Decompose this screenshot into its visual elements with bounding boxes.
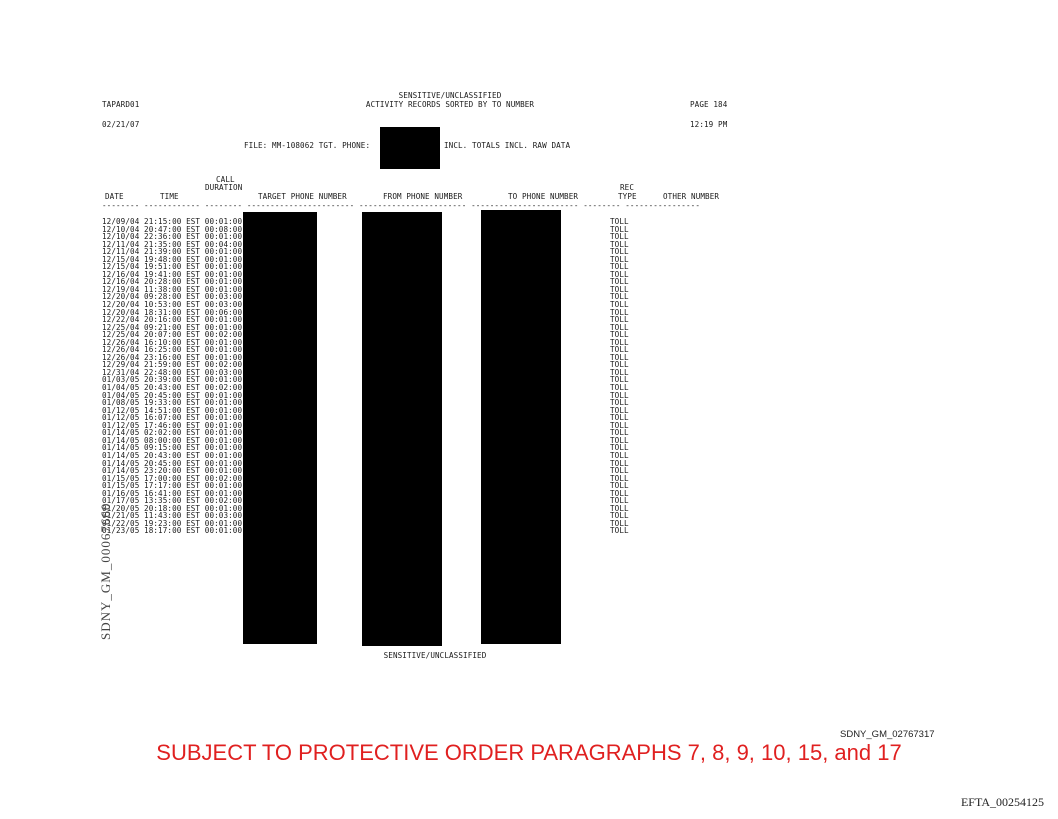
rec-type: TOLL <box>610 232 629 242</box>
col-duration-label: DURATION <box>205 183 243 192</box>
call-date: 12/09/04 <box>102 217 140 226</box>
redaction-target-phone <box>380 127 440 169</box>
call-time: 08:00:00 EST <box>144 435 201 445</box>
call-duration: 00:03:00 <box>204 367 243 377</box>
call-duration: 00:01:00 <box>204 375 243 385</box>
col-type-header: TYPE <box>618 192 637 201</box>
efta-number: EFTA_00254125 <box>960 795 1044 809</box>
call-date: 12/19/04 <box>102 284 140 294</box>
call-time: 13:35:00 EST <box>144 496 201 506</box>
rec-type: TOLL <box>610 254 629 264</box>
call-date: 01/04/05 <box>102 383 140 393</box>
call-duration: 00:01:00 <box>204 526 243 536</box>
call-time: 20:39:00 EST <box>144 375 201 385</box>
call-date: 12/31/04 <box>102 367 140 377</box>
call-date: 12/10/04 <box>102 232 140 242</box>
rec-type: TOLL <box>610 518 629 528</box>
call-date: 01/17/05 <box>102 496 140 506</box>
call-time: 19:33:00 EST <box>144 398 201 408</box>
call-time: 18:31:00 EST <box>144 307 201 317</box>
rec-type: TOLL <box>610 322 629 332</box>
col-from-header: FROM PHONE NUMBER <box>383 192 463 201</box>
call-date: 12/16/04 <box>102 269 140 279</box>
col-date-header: DATE <box>105 192 124 201</box>
call-date: 12/26/04 <box>102 337 140 347</box>
call-time: 21:39:00 EST <box>144 247 201 257</box>
call-date: 01/14/05 <box>102 428 140 438</box>
call-time: 14:51:00 EST <box>144 405 201 415</box>
call-duration: 00:01:00 <box>204 518 243 528</box>
call-duration: 00:02:00 <box>204 360 243 370</box>
call-date: 01/14/05 <box>102 435 140 445</box>
call-date: 12/25/04 <box>102 322 140 332</box>
rec-type: TOLL <box>610 315 629 325</box>
call-date: 01/14/05 <box>102 458 140 468</box>
call-duration: 00:01:00 <box>204 503 243 513</box>
report-title: ACTIVITY RECORDS SORTED BY TO NUMBER <box>365 100 535 109</box>
col-to-header: TO PHONE NUMBER <box>508 192 579 201</box>
call-date: 01/12/05 <box>102 420 140 430</box>
rec-type: TOLL <box>610 466 629 476</box>
call-time: 09:28:00 EST <box>144 292 201 302</box>
call-time: 09:15:00 EST <box>144 443 201 453</box>
call-time: 20:45:00 EST <box>144 458 201 468</box>
call-time: 20:43:00 EST <box>144 450 201 460</box>
call-time: 09:21:00 EST <box>144 322 201 332</box>
rec-type: TOLL <box>610 239 629 249</box>
call-time: 17:00:00 EST <box>144 473 201 483</box>
rec-type: TOLL <box>610 300 629 310</box>
call-time: 20:16:00 EST <box>144 315 201 325</box>
call-duration: 00:01:00 <box>204 420 243 430</box>
rec-type: TOLL <box>610 217 629 226</box>
rec-type: TOLL <box>610 367 629 377</box>
call-duration: 00:01:00 <box>204 277 243 287</box>
call-date: 01/20/05 <box>102 503 140 513</box>
rec-type: TOLL <box>610 488 629 498</box>
rec-type: TOLL <box>610 383 629 393</box>
call-date: 01/22/05 <box>102 518 140 528</box>
call-duration: 00:01:00 <box>204 352 243 362</box>
call-date: 01/03/05 <box>102 375 140 385</box>
rec-type: TOLL <box>610 375 629 385</box>
call-time: 21:15:00 EST <box>144 217 201 226</box>
rec-type: TOLL <box>610 307 629 317</box>
call-duration: 00:01:00 <box>204 458 243 468</box>
call-date: 01/15/05 <box>102 473 140 483</box>
rec-type: TOLL <box>610 352 629 362</box>
table-row <box>102 527 242 535</box>
call-date: 01/21/05 <box>102 511 140 521</box>
rec-type: TOLL <box>610 503 629 513</box>
call-record-rows <box>102 218 242 535</box>
rec-type: TOLL <box>610 337 629 347</box>
call-duration: 00:01:00 <box>204 428 243 438</box>
call-time: 20:43:00 EST <box>144 383 201 393</box>
rec-type: TOLL <box>610 398 629 408</box>
call-date: 12/15/04 <box>102 262 140 272</box>
rec-type: TOLL <box>610 428 629 438</box>
call-time: 18:17:00 EST <box>144 526 201 536</box>
call-duration: 00:01:00 <box>204 443 243 453</box>
redaction-to-column <box>481 210 561 644</box>
call-duration: 00:01:00 <box>204 322 243 332</box>
call-duration: 00:01:00 <box>204 466 243 476</box>
call-duration: 00:08:00 <box>204 224 243 234</box>
call-time: 20:28:00 EST <box>144 277 201 287</box>
col-time-header: TIME <box>160 192 179 201</box>
call-date: 01/14/05 <box>102 450 140 460</box>
rec-type: TOLL <box>610 481 629 491</box>
rec-type: TOLL <box>610 345 629 355</box>
call-duration: 00:01:00 <box>204 450 243 460</box>
call-date: 12/26/04 <box>102 345 140 355</box>
redaction-from-column <box>362 212 442 646</box>
classification-bottom: SENSITIVE/UNCLASSIFIED <box>383 651 487 660</box>
call-time: 10:53:00 EST <box>144 300 201 310</box>
call-duration: 00:03:00 <box>204 300 243 310</box>
call-duration: 00:01:00 <box>204 390 243 400</box>
rec-type: TOLL <box>610 262 629 272</box>
call-date: 01/16/05 <box>102 488 140 498</box>
rec-type: TOLL <box>610 473 629 483</box>
call-date: 12/22/04 <box>102 315 140 325</box>
rec-type: TOLL <box>610 435 629 445</box>
call-duration: 00:02:00 <box>204 383 243 393</box>
call-time: 11:38:00 EST <box>144 284 201 294</box>
call-time: 16:41:00 EST <box>144 488 201 498</box>
call-time: 19:23:00 EST <box>144 518 201 528</box>
call-time: 11:43:00 EST <box>144 511 201 521</box>
call-date: 01/04/05 <box>102 390 140 400</box>
call-duration: 00:02:00 <box>204 330 243 340</box>
call-time: 21:59:00 EST <box>144 360 201 370</box>
rec-type: TOLL <box>610 450 629 460</box>
call-time: 17:17:00 EST <box>144 481 201 491</box>
protective-order-notice: SUBJECT TO PROTECTIVE ORDER PARAGRAPHS 7, 8, 9, 10, 15, and 17 <box>156 740 902 765</box>
call-duration: 00:01:00 <box>204 488 243 498</box>
call-time: 22:36:00 EST <box>144 232 201 242</box>
header-underline: -------- ------------ -------- ----------------------- ----------------------- ----------------------- -------- ---------------- <box>102 201 700 210</box>
rec-type: TOLL <box>610 247 629 257</box>
call-duration: 00:02:00 <box>204 496 243 506</box>
rec-type: TOLL <box>610 420 629 430</box>
col-target-header: TARGET PHONE NUMBER <box>258 192 347 201</box>
call-date: 12/11/04 <box>102 247 140 257</box>
call-duration: 00:06:00 <box>204 307 243 317</box>
rec-type: TOLL <box>610 443 629 453</box>
call-time: 16:10:00 EST <box>144 337 201 347</box>
rec-type: TOLL <box>610 292 629 302</box>
call-time: 20:18:00 EST <box>144 503 201 513</box>
call-duration: 00:01:00 <box>204 345 243 355</box>
call-duration: 00:01:00 <box>204 405 243 415</box>
call-duration: 00:01:00 <box>204 232 243 242</box>
call-duration: 00:01:00 <box>204 247 243 257</box>
call-time: 19:51:00 EST <box>144 262 201 272</box>
redaction-target-column <box>243 212 317 644</box>
call-time: 20:45:00 EST <box>144 390 201 400</box>
call-date: 12/20/04 <box>102 292 140 302</box>
call-duration: 00:01:00 <box>204 481 243 491</box>
call-date: 12/25/04 <box>102 330 140 340</box>
call-time: 20:47:00 EST <box>144 224 201 234</box>
call-date: 12/20/04 <box>102 300 140 310</box>
rec-type: TOLL <box>610 277 629 287</box>
side-bates-stamp: SDNY_GM_00067660 <box>98 502 113 640</box>
rec-type: TOLL <box>610 224 629 234</box>
rec-type-column <box>610 218 629 535</box>
rec-type: TOLL <box>610 269 629 279</box>
call-time: 19:48:00 EST <box>144 254 201 264</box>
report-time: 12:19 PM <box>690 120 728 129</box>
call-duration: 00:03:00 <box>204 511 243 521</box>
call-duration: 00:01:00 <box>204 413 243 423</box>
call-duration: 00:01:00 <box>204 337 243 347</box>
call-date: 12/10/04 <box>102 224 140 234</box>
rec-type: TOLL <box>610 458 629 468</box>
rec-type: TOLL <box>610 496 629 506</box>
call-duration: 00:02:00 <box>204 473 243 483</box>
call-time: 23:16:00 EST <box>144 352 201 362</box>
call-duration: 00:01:00 <box>204 315 243 325</box>
call-date: 01/23/05 <box>102 526 140 536</box>
rec-type: TOLL <box>610 405 629 415</box>
call-time: 16:25:00 EST <box>144 345 201 355</box>
call-date: 12/26/04 <box>102 352 140 362</box>
call-time: 23:20:00 EST <box>144 466 201 476</box>
page-number: PAGE 184 <box>690 100 728 109</box>
call-duration: 00:03:00 <box>204 292 243 302</box>
rec-type: TOLL <box>610 511 629 521</box>
file-line-left: FILE: MM-108062 TGT. PHONE: <box>244 141 371 150</box>
call-date: 01/14/05 <box>102 466 140 476</box>
call-duration: 00:01:00 <box>204 435 243 445</box>
report-date: 02/21/07 <box>102 120 140 129</box>
call-time: 20:07:00 EST <box>144 330 201 340</box>
classification-top: SENSITIVE/UNCLASSIFIED <box>398 91 502 100</box>
call-date: 01/14/05 <box>102 443 140 453</box>
report-id: TAPARD01 <box>102 100 140 109</box>
call-time: 22:48:00 EST <box>144 367 201 377</box>
call-date: 01/08/05 <box>102 398 140 408</box>
call-date: 01/12/05 <box>102 405 140 415</box>
col-call-label: CALL <box>216 175 235 184</box>
call-date: 12/15/04 <box>102 254 140 264</box>
call-date: 01/15/05 <box>102 481 140 491</box>
call-duration: 00:01:00 <box>204 284 243 294</box>
call-time: 17:46:00 EST <box>144 420 201 430</box>
col-other-header: OTHER NUMBER <box>663 192 720 201</box>
col-rec-label: REC <box>620 183 635 192</box>
call-time: 21:35:00 EST <box>144 239 201 249</box>
call-time: 19:41:00 EST <box>144 269 201 279</box>
call-duration: 00:01:00 <box>204 217 243 226</box>
call-date: 12/16/04 <box>102 277 140 287</box>
file-line-right: INCL. TOTALS INCL. RAW DATA <box>444 141 571 150</box>
call-time: 02:02:00 EST <box>144 428 201 438</box>
call-duration: 00:01:00 <box>204 254 243 264</box>
rec-type: TOLL <box>610 526 629 536</box>
rec-type: TOLL <box>610 284 629 294</box>
rec-type: TOLL <box>610 360 629 370</box>
sdny-bates-number: SDNY_GM_02767317 <box>840 729 935 740</box>
call-duration: 00:04:00 <box>204 239 243 249</box>
rec-type: TOLL <box>610 330 629 340</box>
call-duration: 00:01:00 <box>204 398 243 408</box>
call-time: 16:07:00 EST <box>144 413 201 423</box>
call-date: 01/12/05 <box>102 413 140 423</box>
call-date: 12/29/04 <box>102 360 140 370</box>
call-date: 12/20/04 <box>102 307 140 317</box>
call-duration: 00:01:00 <box>204 262 243 272</box>
call-date: 12/11/04 <box>102 239 140 249</box>
rec-type: TOLL <box>610 413 629 423</box>
call-duration: 00:01:00 <box>204 269 243 279</box>
rec-type: TOLL <box>610 390 629 400</box>
